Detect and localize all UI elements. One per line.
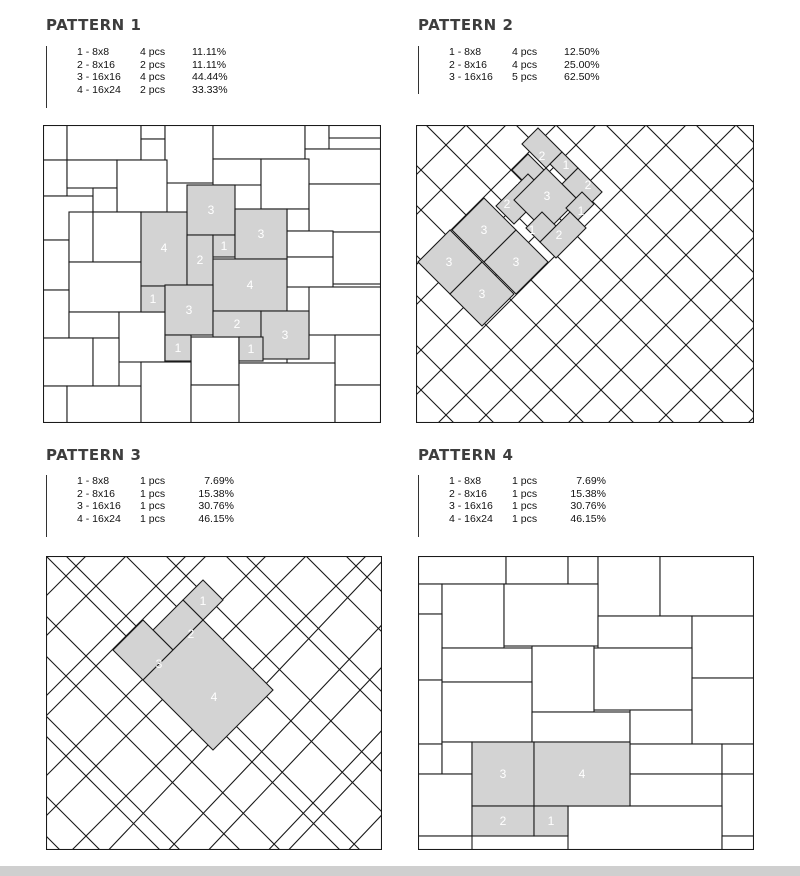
tile-label: 1 [511,173,519,187]
pattern-4-diagram [418,556,754,850]
tile-label: 1 [174,341,182,355]
spec-row: 1 - 8x8 4 pcs 11.11% [77,46,227,58]
pattern-4-title: PATTERN 4 [418,446,514,464]
tile-label: 2 [555,228,563,242]
spec-row: 1 - 8x8 4 pcs 12.50% [449,46,600,58]
tile-label: 1 [247,342,255,356]
tile-label: 1 [562,158,570,172]
tile-label: 1 [220,239,228,253]
tile-label: 3 [499,767,507,781]
tile-label: 2 [538,149,546,163]
pattern-1-diagram [43,125,381,423]
spec-row: 4 - 16x24 1 pcs 46.15% [77,512,234,525]
tile-label: 3 [480,223,488,237]
pattern-1-specs [46,46,228,108]
tile-label: 3 [257,227,265,241]
spec-row: 3 - 16x16 4 pcs 44.44% [77,71,228,83]
tile-label: 2 [196,253,204,267]
spec-row: 4 - 16x24 2 pcs 33.33% [77,83,228,96]
spec-row: 2 - 8x16 2 pcs 11.11% [77,58,227,71]
spec-row: 2 - 8x16 1 pcs 15.38% [77,487,234,500]
pattern-3-specs [46,475,234,537]
tile-label: 4 [210,690,218,704]
tile-label: 3 [207,203,215,217]
tile-label: 4 [246,278,254,292]
tile-label: 3 [478,287,486,301]
tile-label: 2 [499,814,507,828]
tile-label: 4 [160,241,168,255]
pattern-2-title: PATTERN 2 [418,16,514,34]
tile-label: 1 [547,814,555,828]
spec-row: 1 - 8x8 1 pcs 7.69% [449,475,606,487]
pattern-1-title: PATTERN 1 [46,16,142,34]
tile-label: 2 [187,627,195,641]
footer-bar [0,866,800,876]
spec-row: 1 - 8x8 1 pcs 7.69% [77,475,234,487]
tile-label: 3 [281,328,289,342]
tile-label: 1 [577,204,585,218]
tile-label: 1 [528,223,536,237]
pattern-4-specs [418,475,606,537]
tile-label: 2 [584,178,592,192]
tile-label: 1 [199,594,207,608]
pattern-2-specs [418,46,600,94]
tile-label: 3 [155,657,163,671]
tile-label: 4 [578,767,586,781]
tile-label: 1 [149,292,157,306]
tile-label: 3 [445,255,453,269]
tile-label: 3 [185,303,193,317]
pattern-3-diagram [46,556,382,850]
pattern-3-title: PATTERN 3 [46,446,142,464]
pattern-2-diagram [416,125,754,423]
spec-row: 3 - 16x16 5 pcs 62.50% [449,71,600,83]
tile-label: 3 [512,255,520,269]
spec-row: 3 - 16x16 1 pcs 30.76% [77,500,234,512]
tile-label: 3 [543,189,551,203]
spec-row: 4 - 16x24 1 pcs 46.15% [449,512,606,525]
tile-label: 2 [503,197,511,211]
spec-row: 2 - 8x16 4 pcs 25.00% [449,58,600,71]
spec-row: 3 - 16x16 1 pcs 30.76% [449,500,606,512]
tile-label: 2 [233,317,241,331]
spec-row: 2 - 8x16 1 pcs 15.38% [449,487,606,500]
